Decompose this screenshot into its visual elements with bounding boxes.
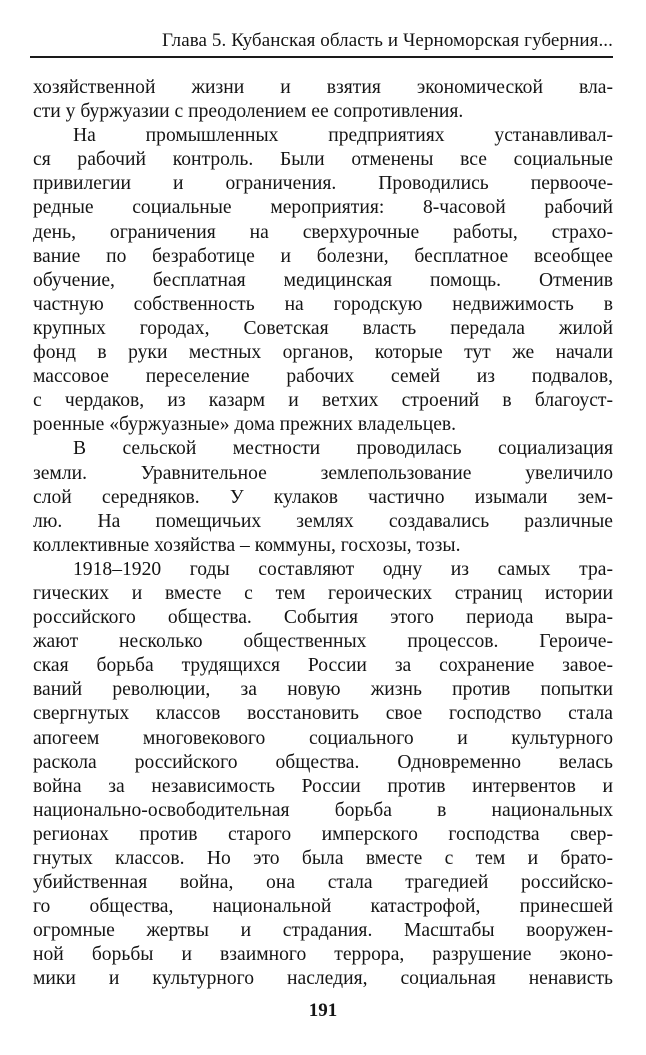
text-line: российского общества. События этого периода выра- — [33, 607, 613, 629]
text-line: огромные жертвы и страдания. Масштабы вооружен- — [33, 920, 613, 942]
text-line: 1918–1920 годы составляют одну из самых тра- — [73, 558, 613, 580]
text-line: В сельской местности проводилась социализация — [73, 438, 613, 460]
text-line: земли. Уравнительное землепользование увеличило — [33, 462, 613, 484]
text-line: гнутых классов. Но это была вместе с тем и брато- — [33, 848, 613, 869]
paragraph — [33, 76, 613, 124]
text-line: редные социальные мероприятия: 8-часовой рабочий — [33, 197, 613, 219]
text-line: гических и вместе с тем героических страниц истории — [33, 582, 613, 604]
text-line: частную собственность на городскую недвижимость в — [33, 293, 613, 315]
text-line: с чердаков, из казарм и ветхих строений в благоуст- — [33, 390, 613, 412]
text-line: регионах против старого имперского господства свер- — [33, 823, 613, 845]
text-line: слой середняков. У кулаков частично изымали зем- — [33, 486, 613, 508]
body-text — [33, 76, 613, 992]
text-line: коллективные хозяйства – коммуны, госхозы, тозы. — [33, 534, 461, 556]
text-line: привилегии и ограничения. Проводились первооче- — [33, 173, 613, 195]
text-line: жают несколько общественных процессов. Героиче- — [33, 631, 613, 653]
text-line: раскола российского общества. Одновременно велась — [33, 751, 613, 773]
text-line: ной борьбы и взаимного террора, разрушение эконо- — [33, 944, 613, 966]
text-line: убийственная война, она стала трагедией российско- — [33, 872, 613, 894]
text-line: сти у буржуазии с преодолением ее сопротивления. — [33, 101, 464, 123]
paragraph — [33, 124, 613, 437]
text-line: крупных городах, Советская власть передала жилой — [33, 317, 613, 339]
text-line: фонд в руки местных органов, которые тут же начали — [33, 342, 613, 364]
text-line: ская борьба трудящихся России за сохранение завое- — [33, 655, 613, 677]
text-line: ваний революции, за новую жизнь против попытки — [33, 679, 613, 701]
page-number: 191 — [308, 1000, 338, 1021]
text-line: национально-освободительная борьба в национальных — [33, 799, 613, 821]
text-line: мики и культурного наследия, социальная ненависть — [33, 968, 613, 990]
text-line: апогеем многовекового социального и культурного — [33, 727, 613, 749]
running-head: Глава 5. Кубанская область и Черноморская губерния... — [161, 30, 613, 51]
text-line: массовое переселение рабочих семей из подвалов, — [33, 366, 613, 388]
text-line: ся рабочий контроль. Были отменены все социальные — [33, 149, 613, 171]
text-line: хозяйственной жизни и взятия экономической вла- — [33, 77, 613, 98]
paragraph — [33, 558, 613, 992]
text-line: лю. На помещичьих землях создавались различные — [33, 510, 613, 532]
paragraph — [33, 437, 613, 557]
text-line: роенные «буржуазные» дома прежних владельцев. — [33, 414, 457, 436]
text-line: вание по безработице и болезни, бесплатное всеобщее — [33, 245, 613, 267]
text-line: война за независимость России против интервентов и — [33, 775, 613, 797]
text-line: На промышленных предприятиях устанавливал- — [73, 125, 613, 147]
text-line: го общества, национальной катастрофой, принесшей — [33, 896, 613, 918]
text-line: обучение, бесплатная медицинская помощь. Отменив — [33, 269, 613, 291]
text-line: день, ограничения на сверхурочные работы, страхо- — [33, 221, 613, 243]
header-rule — [30, 56, 613, 58]
text-line: свергнутых классов восстановить свое господство стала — [33, 703, 613, 725]
